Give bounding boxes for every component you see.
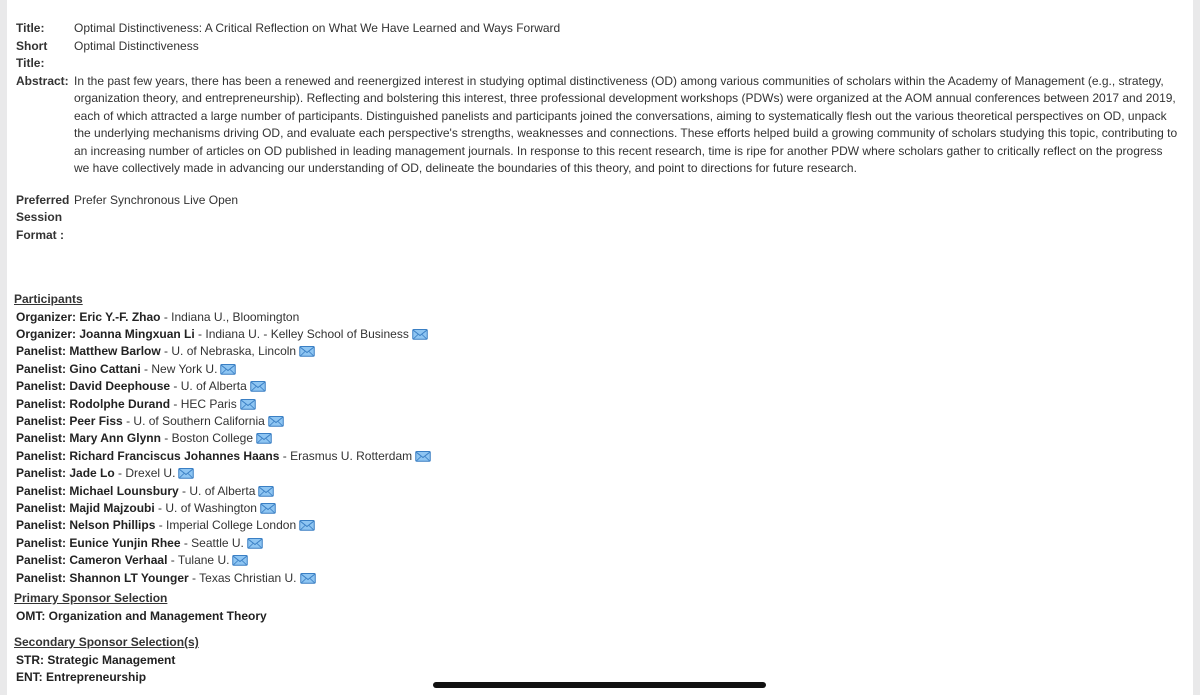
participant-role: Panelist: <box>16 570 67 585</box>
participant-affiliation: Indiana U. - Kelley School of Business <box>205 326 409 341</box>
participant-affiliation: Texas Christian U. <box>199 570 297 585</box>
envelope-icon[interactable] <box>232 554 248 566</box>
participant-name: Mary Ann Glynn <box>69 431 161 446</box>
participant-row <box>14 430 1180 447</box>
right-frame-edge <box>1193 0 1200 695</box>
session-format-field <box>14 192 1180 245</box>
session-format-label: Preferred Session Format : <box>16 192 70 242</box>
envelope-icon[interactable] <box>247 537 263 549</box>
participant-separator: - <box>170 396 181 411</box>
home-indicator[interactable] <box>433 682 766 688</box>
abstract-field <box>14 73 1180 178</box>
participant-row <box>14 500 1180 517</box>
participants-heading: Participants <box>14 292 83 306</box>
participant-separator: - <box>114 466 126 481</box>
participant-affiliation: U. of Alberta <box>180 379 247 394</box>
participant-affiliation: U. of Washington <box>165 500 257 515</box>
participant-role: Panelist: <box>16 553 67 568</box>
envelope-icon[interactable] <box>260 502 276 514</box>
participant-separator: - <box>167 553 178 568</box>
participant-name: Joanna Mingxuan Li <box>79 326 195 341</box>
primary-sponsor-heading: Primary Sponsor Selection <box>14 591 168 605</box>
participant-role: Organizer: <box>16 309 77 324</box>
participant-separator: - <box>160 431 172 446</box>
participant-row <box>14 413 1180 430</box>
participant-row <box>14 343 1180 360</box>
participant-affiliation: Imperial College London <box>166 518 297 533</box>
participant-role: Panelist: <box>16 396 67 411</box>
participant-separator: - <box>160 344 172 359</box>
participant-row <box>14 309 1180 326</box>
participant-name: Jade Lo <box>69 466 115 481</box>
participant-name: Gino Cattani <box>69 361 141 376</box>
participant-affiliation: Boston College <box>171 431 253 446</box>
participant-row <box>14 465 1180 482</box>
primary-sponsor-value: OMT: Organization and Management Theory <box>16 608 267 623</box>
participant-role: Panelist: <box>16 379 67 394</box>
participant-affiliation: Indiana U., Bloomington <box>171 309 300 324</box>
abstract-text: In the past few years, there has been a renewed and reenergized interest in studying optimal distinctiveness (OD) among various communities of scholars within the Academy of Management (e.g., strategy, organization theory, and entrepreneurship). Reflecting and bolstering this interest, three professional development workshops (PDWs) were organized at the AOM annual conferences between 2017 and 2019, each of which attracted a large number of participants. Distinguished panelists and participants joined the conversations, aiming to systematically flesh out the various theoretical perspectives on OD, unpack the underlying mechanisms driving OD, and evaluate each perspective's strengths, weaknesses and connections. These efforts helped build a growing community of scholars studying this topic, contributing to an increasing number of articles on OD published in leading management journals. In response to this recent research, time is ripe for another PDW where scholars gather to critically reflect on the progress we have collectively made in advancing our understanding of OD, delineate the boundaries of this theory, and point to directions for future research. <box>74 73 1178 175</box>
participant-affiliation: U. of Alberta <box>189 483 256 498</box>
secondary-sponsor-value: ENT: Entrepreneurship <box>16 670 147 684</box>
participant-row <box>14 517 1180 534</box>
participant-name: Richard Franciscus Johannes Haans <box>69 448 280 463</box>
participant-separator: - <box>170 379 181 394</box>
participant-separator: - <box>178 483 190 498</box>
participant-role: Panelist: <box>16 431 67 446</box>
short-title-value: Optimal Distinctiveness <box>74 38 199 53</box>
participant-row <box>14 448 1180 465</box>
participant-row <box>14 483 1180 500</box>
participant-role: Organizer: <box>16 326 77 341</box>
envelope-icon[interactable] <box>299 345 315 357</box>
participant-separator: - <box>180 535 192 550</box>
envelope-icon[interactable] <box>299 519 315 531</box>
participant-separator: - <box>155 518 167 533</box>
participant-row <box>14 326 1180 343</box>
envelope-icon[interactable] <box>268 415 284 427</box>
title-label: Title: <box>16 21 45 35</box>
participant-row <box>14 396 1180 413</box>
participant-name: Peer Fiss <box>69 413 123 428</box>
participant-separator: - <box>122 413 134 428</box>
participant-separator: - <box>140 361 152 376</box>
secondary-sponsor-heading: Secondary Sponsor Selection(s) <box>14 635 199 649</box>
envelope-icon[interactable] <box>300 572 316 584</box>
participant-role: Panelist: <box>16 500 67 515</box>
participant-separator: - <box>194 326 206 341</box>
envelope-icon[interactable] <box>178 467 194 479</box>
participant-separator: - <box>279 448 291 463</box>
participant-affiliation: U. of Nebraska, Lincoln <box>171 344 297 359</box>
participant-list <box>14 309 1180 588</box>
short-title-field <box>14 38 1180 73</box>
session-format-value: Prefer Synchronous Live Open <box>74 192 239 207</box>
participant-row <box>14 378 1180 395</box>
participant-affiliation: New York U. <box>151 361 218 376</box>
participant-role: Panelist: <box>16 535 67 550</box>
participant-name: Eunice Yunjin Rhee <box>69 535 181 550</box>
envelope-icon[interactable] <box>220 363 236 375</box>
participant-name: Nelson Phillips <box>69 518 156 533</box>
short-title-label: Short Title: <box>16 38 48 70</box>
participant-name: Michael Lounsbury <box>69 483 179 498</box>
participant-name: Cameron Verhaal <box>69 553 168 568</box>
participant-row <box>14 535 1180 552</box>
participant-name: Rodolphe Durand <box>69 396 171 411</box>
participant-affiliation: U. of Southern California <box>133 413 265 428</box>
participant-role: Panelist: <box>16 518 67 533</box>
participant-role: Panelist: <box>16 483 67 498</box>
participant-role: Panelist: <box>16 466 67 481</box>
envelope-icon[interactable] <box>258 485 274 497</box>
envelope-icon[interactable] <box>415 450 431 462</box>
participant-role: Panelist: <box>16 413 67 428</box>
participant-name: David Deephouse <box>69 379 171 394</box>
participant-role: Panelist: <box>16 361 67 376</box>
participant-affiliation: Drexel U. <box>125 466 176 481</box>
participant-role: Panelist: <box>16 344 67 359</box>
left-frame-edge <box>0 0 7 695</box>
participant-name: Eric Y.-F. Zhao <box>79 309 161 324</box>
participant-affiliation: Seattle U. <box>191 535 244 550</box>
participant-name: Majid Majzoubi <box>69 500 155 515</box>
participant-separator: - <box>188 570 200 585</box>
title-value: Optimal Distinctiveness: A Critical Reflection on What We Have Learned and Ways Forward <box>74 21 561 35</box>
envelope-icon[interactable] <box>250 380 266 392</box>
secondary-sponsor-value: STR: Strategic Management <box>16 652 176 667</box>
participant-name: Shannon LT Younger <box>69 570 189 585</box>
participant-row <box>14 552 1180 569</box>
proposal-document <box>14 20 1180 687</box>
participant-separator: - <box>154 500 166 515</box>
participant-row <box>14 361 1180 378</box>
abstract-label: Abstract: <box>16 73 69 88</box>
participant-affiliation: Erasmus U. Rotterdam <box>290 448 413 463</box>
participant-row <box>14 570 1180 587</box>
participant-separator: - <box>160 309 172 324</box>
participant-role: Panelist: <box>16 448 67 463</box>
title-field <box>14 20 1180 38</box>
envelope-icon[interactable] <box>412 328 428 340</box>
envelope-icon[interactable] <box>240 398 256 410</box>
participant-name: Matthew Barlow <box>69 344 161 359</box>
envelope-icon[interactable] <box>256 432 272 444</box>
participant-affiliation: HEC Paris <box>180 396 237 411</box>
participant-affiliation: Tulane U. <box>177 553 230 568</box>
